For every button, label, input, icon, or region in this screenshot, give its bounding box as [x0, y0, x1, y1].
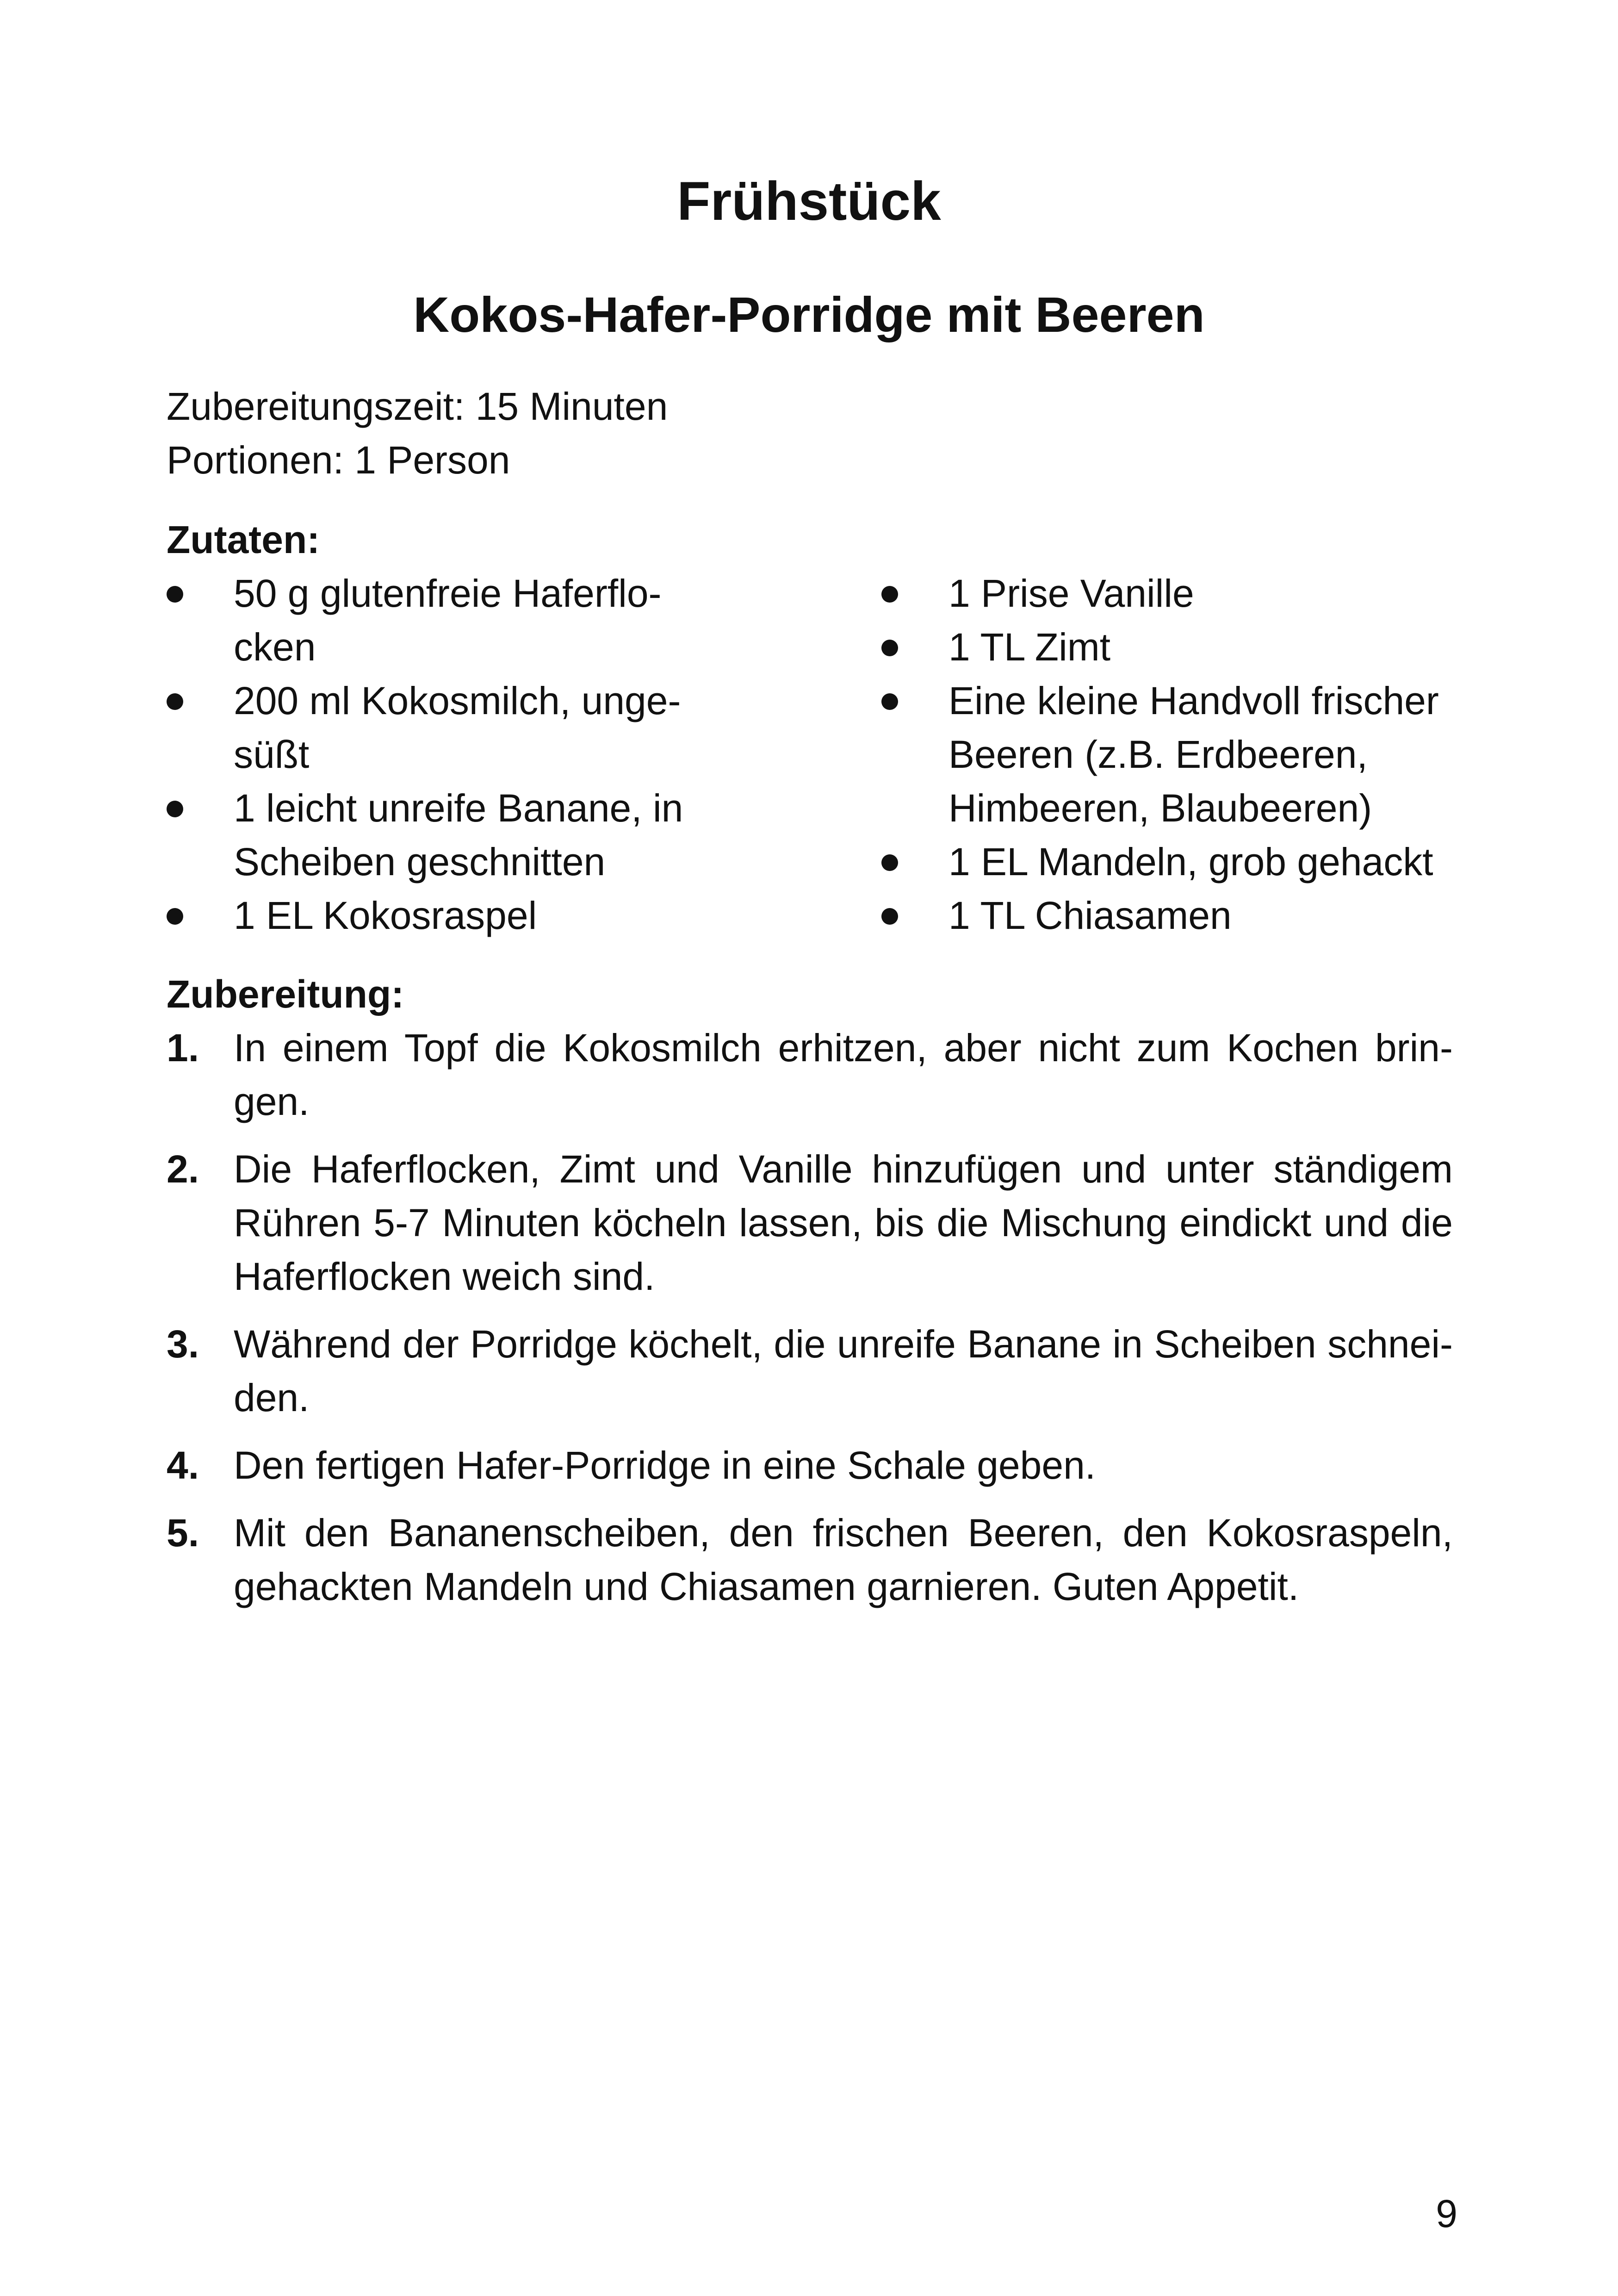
- step-number: 5.: [167, 1511, 199, 1555]
- servings: Portionen: 1 Person: [167, 438, 510, 482]
- step-item: [167, 1438, 1453, 1492]
- ingredient-item: [167, 889, 722, 942]
- ingredient-text: 1 TL Zimt: [948, 625, 1111, 669]
- bullet-icon: [881, 674, 898, 728]
- step-text: In einem Topf die Kokosmilch erhitzen, aber nicht zum Kochen brin-gen.: [234, 1026, 1453, 1123]
- ingredient-text: 1 Prise Vanille: [948, 572, 1194, 615]
- ingredient-item: [881, 620, 1483, 674]
- step-text: Den fertigen Hafer-Porridge in eine Schale geben.: [234, 1444, 1096, 1487]
- ingredient-text: 1 EL Mandeln, grob gehackt: [948, 840, 1433, 884]
- page-number: 9: [1436, 2192, 1457, 2235]
- bullet-icon: [881, 835, 898, 889]
- ingredient-item: [881, 674, 1483, 835]
- ingredient-text: 200 ml Kokosmilch, unge-süßt: [234, 679, 681, 776]
- ingredients-list-left: [167, 566, 722, 942]
- step-item: [167, 1021, 1453, 1128]
- ingredient-item: [167, 781, 722, 889]
- recipe-meta: [167, 380, 668, 487]
- bullet-icon: [167, 889, 183, 942]
- step-number: 4.: [167, 1444, 199, 1487]
- ingredient-item: [881, 566, 1483, 620]
- recipe-title: Kokos-Hafer-Porridge mit Beeren: [413, 286, 1205, 342]
- preparation-heading: Zubereitung:: [167, 972, 404, 1016]
- step-text: Die Haferflocken, Zimt und Vanille hinzufügen und unter ständigem Rühren 5-7 Minuten köcheln lassen, bis die Mischung eindickt und die Haferflocken weich sind.: [234, 1147, 1453, 1298]
- chapter-title: Frühstück: [677, 171, 941, 232]
- preparation-steps: [167, 1021, 1453, 1627]
- bullet-icon: [167, 674, 183, 728]
- step-item: [167, 1142, 1453, 1303]
- bullet-icon: [881, 889, 898, 942]
- ingredient-text: 50 g glutenfreie Haferflo-cken: [234, 572, 662, 669]
- ingredient-text: 1 EL Kokosraspel: [234, 894, 537, 937]
- bullet-icon: [167, 566, 183, 620]
- step-item: [167, 1506, 1453, 1613]
- ingredient-item: [167, 566, 722, 674]
- step-number: 1.: [167, 1026, 199, 1070]
- ingredient-item: [881, 889, 1483, 942]
- bullet-icon: [167, 781, 183, 835]
- step-text: Während der Porridge köchelt, die unreife Banane in Scheiben schnei-den.: [234, 1322, 1453, 1419]
- step-text: Mit den Bananenscheiben, den frischen Beeren, den Kokosraspeln, gehackten Mandeln und Chiasamen garnieren. Guten Appetit.: [234, 1511, 1453, 1608]
- ingredient-text: Eine kleine Handvoll frischer Beeren (z.B. Erdbeeren, Himbeeren, Blaubeeren): [948, 679, 1439, 830]
- step-item: [167, 1317, 1453, 1425]
- step-number: 2.: [167, 1147, 199, 1191]
- ingredient-text: 1 leicht unreife Banane, in Scheiben geschnitten: [234, 786, 683, 884]
- ingredient-text: 1 TL Chiasamen: [948, 894, 1232, 937]
- ingredient-item: [881, 835, 1483, 889]
- step-number: 3.: [167, 1322, 199, 1366]
- bullet-icon: [881, 566, 898, 620]
- ingredient-item: [167, 674, 722, 781]
- ingredients-heading: Zutaten:: [167, 518, 320, 561]
- bullet-icon: [881, 620, 898, 674]
- prep-time: Zubereitungszeit: 15 Minuten: [167, 385, 668, 428]
- ingredients-list-right: [881, 566, 1483, 942]
